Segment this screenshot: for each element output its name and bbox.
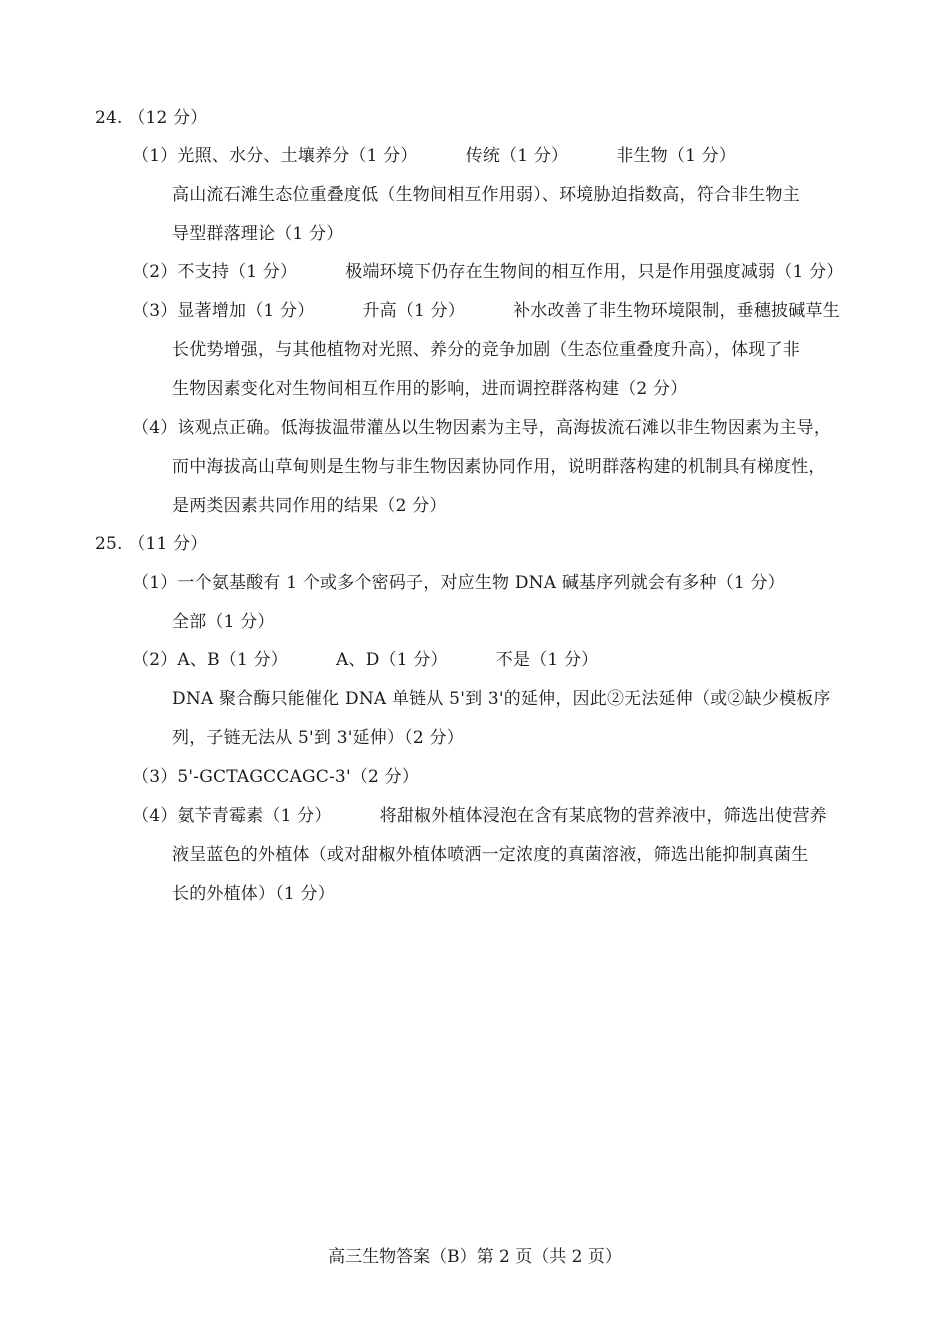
page-footer: 高三生物答案（B）第 2 页（共 2 页）: [328, 1247, 622, 1267]
q24-part3-line3: 生物因素变化对生物间相互作用的影响，进而调控群落构建（2 分）: [172, 379, 688, 399]
q24-part3-line1: [132, 299, 840, 323]
q25-part2-line2: DNA 聚合酶只能催化 DNA 单链从 5'到 3'的延伸，因此②无法延伸（或②缺少模板序: [172, 689, 831, 709]
q24-part2-answer-a: （2）不支持（1 分）: [132, 262, 298, 282]
q24-heading: 24. （12 分）: [95, 108, 208, 128]
q24-part3-answer-a: （3）显著增加（1 分）: [132, 301, 315, 321]
q25-heading: 25. （11 分）: [95, 534, 208, 554]
q25-part2-answer-a: （2）A、B（1 分）: [132, 650, 289, 670]
q25-part4-answer-a: （4）氨苄青霉素（1 分）: [132, 806, 332, 826]
q24-part1-line2: 高山流石滩生态位重叠度低（生物间相互作用弱）、环境胁迫指数高，符合非生物主: [172, 185, 800, 205]
q24-part1-answer-b: 传统（1 分）: [465, 146, 569, 166]
q25-part2-answer-b: A、D（1 分）: [336, 650, 448, 670]
q24-part4-line1: （4）该观点正确。低海拔温带灌丛以生物因素为主导，高海拔流石滩以非生物因素为主导，: [132, 418, 832, 438]
q24-part1-answer-c: 非生物（1 分）: [616, 146, 737, 166]
q25-part1-line2: 全部（1 分）: [172, 612, 275, 632]
q24-part3-answer-c: 补水改善了非生物环境限制，垂穗披碱草生: [513, 301, 840, 321]
q25-part2-answer-c: 不是（1 分）: [495, 650, 599, 670]
q24-part4-line2: 而中海拔高山草甸则是生物与非生物因素协同作用，说明群落构建的机制具有梯度性，: [172, 457, 826, 477]
q25-part4-line2: 液呈蓝色的外植体（或对甜椒外植体喷洒一定浓度的真菌溶液，筛选出能抑制真菌生: [172, 845, 809, 865]
q25-part4-answer-b: 将甜椒外植体浸泡在含有某底物的营养液中，筛选出使营养: [379, 806, 827, 826]
q25-part2-line1: [132, 648, 598, 672]
q24-part4-line3: 是两类因素共同作用的结果（2 分）: [172, 496, 447, 516]
q25-part4-line3: 长的外植体）（1 分）: [172, 884, 335, 904]
q25-part3-line1: （3）5'-GCTAGCCAGC-3'（2 分）: [132, 767, 420, 787]
q24-part3-line2: 长优势增强，与其他植物对光照、养分的竞争加剧（生态位重叠度升高），体现了非: [172, 340, 800, 360]
q25-part2-line3: 列，子链无法从 5'到 3'延伸）（2 分）: [172, 728, 464, 748]
q24-part2-answer-b: 极端环境下仍存在生物间的相互作用，只是作用强度减弱（1 分）: [345, 262, 844, 282]
q24-part1-line3: 导型群落理论（1 分）: [172, 224, 344, 244]
q24-part1-answer-a: （1）光照、水分、土壤养分（1 分）: [132, 146, 418, 166]
q24-part1-line1: [132, 144, 736, 168]
q25-part4-line1: [132, 804, 827, 828]
q24-part2-line1: [132, 260, 843, 284]
q25-part1-line1: （1）一个氨基酸有 1 个或多个密码子，对应生物 DNA 碱基序列就会有多种（1 分）: [132, 573, 785, 593]
q24-part3-answer-b: 升高（1 分）: [362, 301, 466, 321]
